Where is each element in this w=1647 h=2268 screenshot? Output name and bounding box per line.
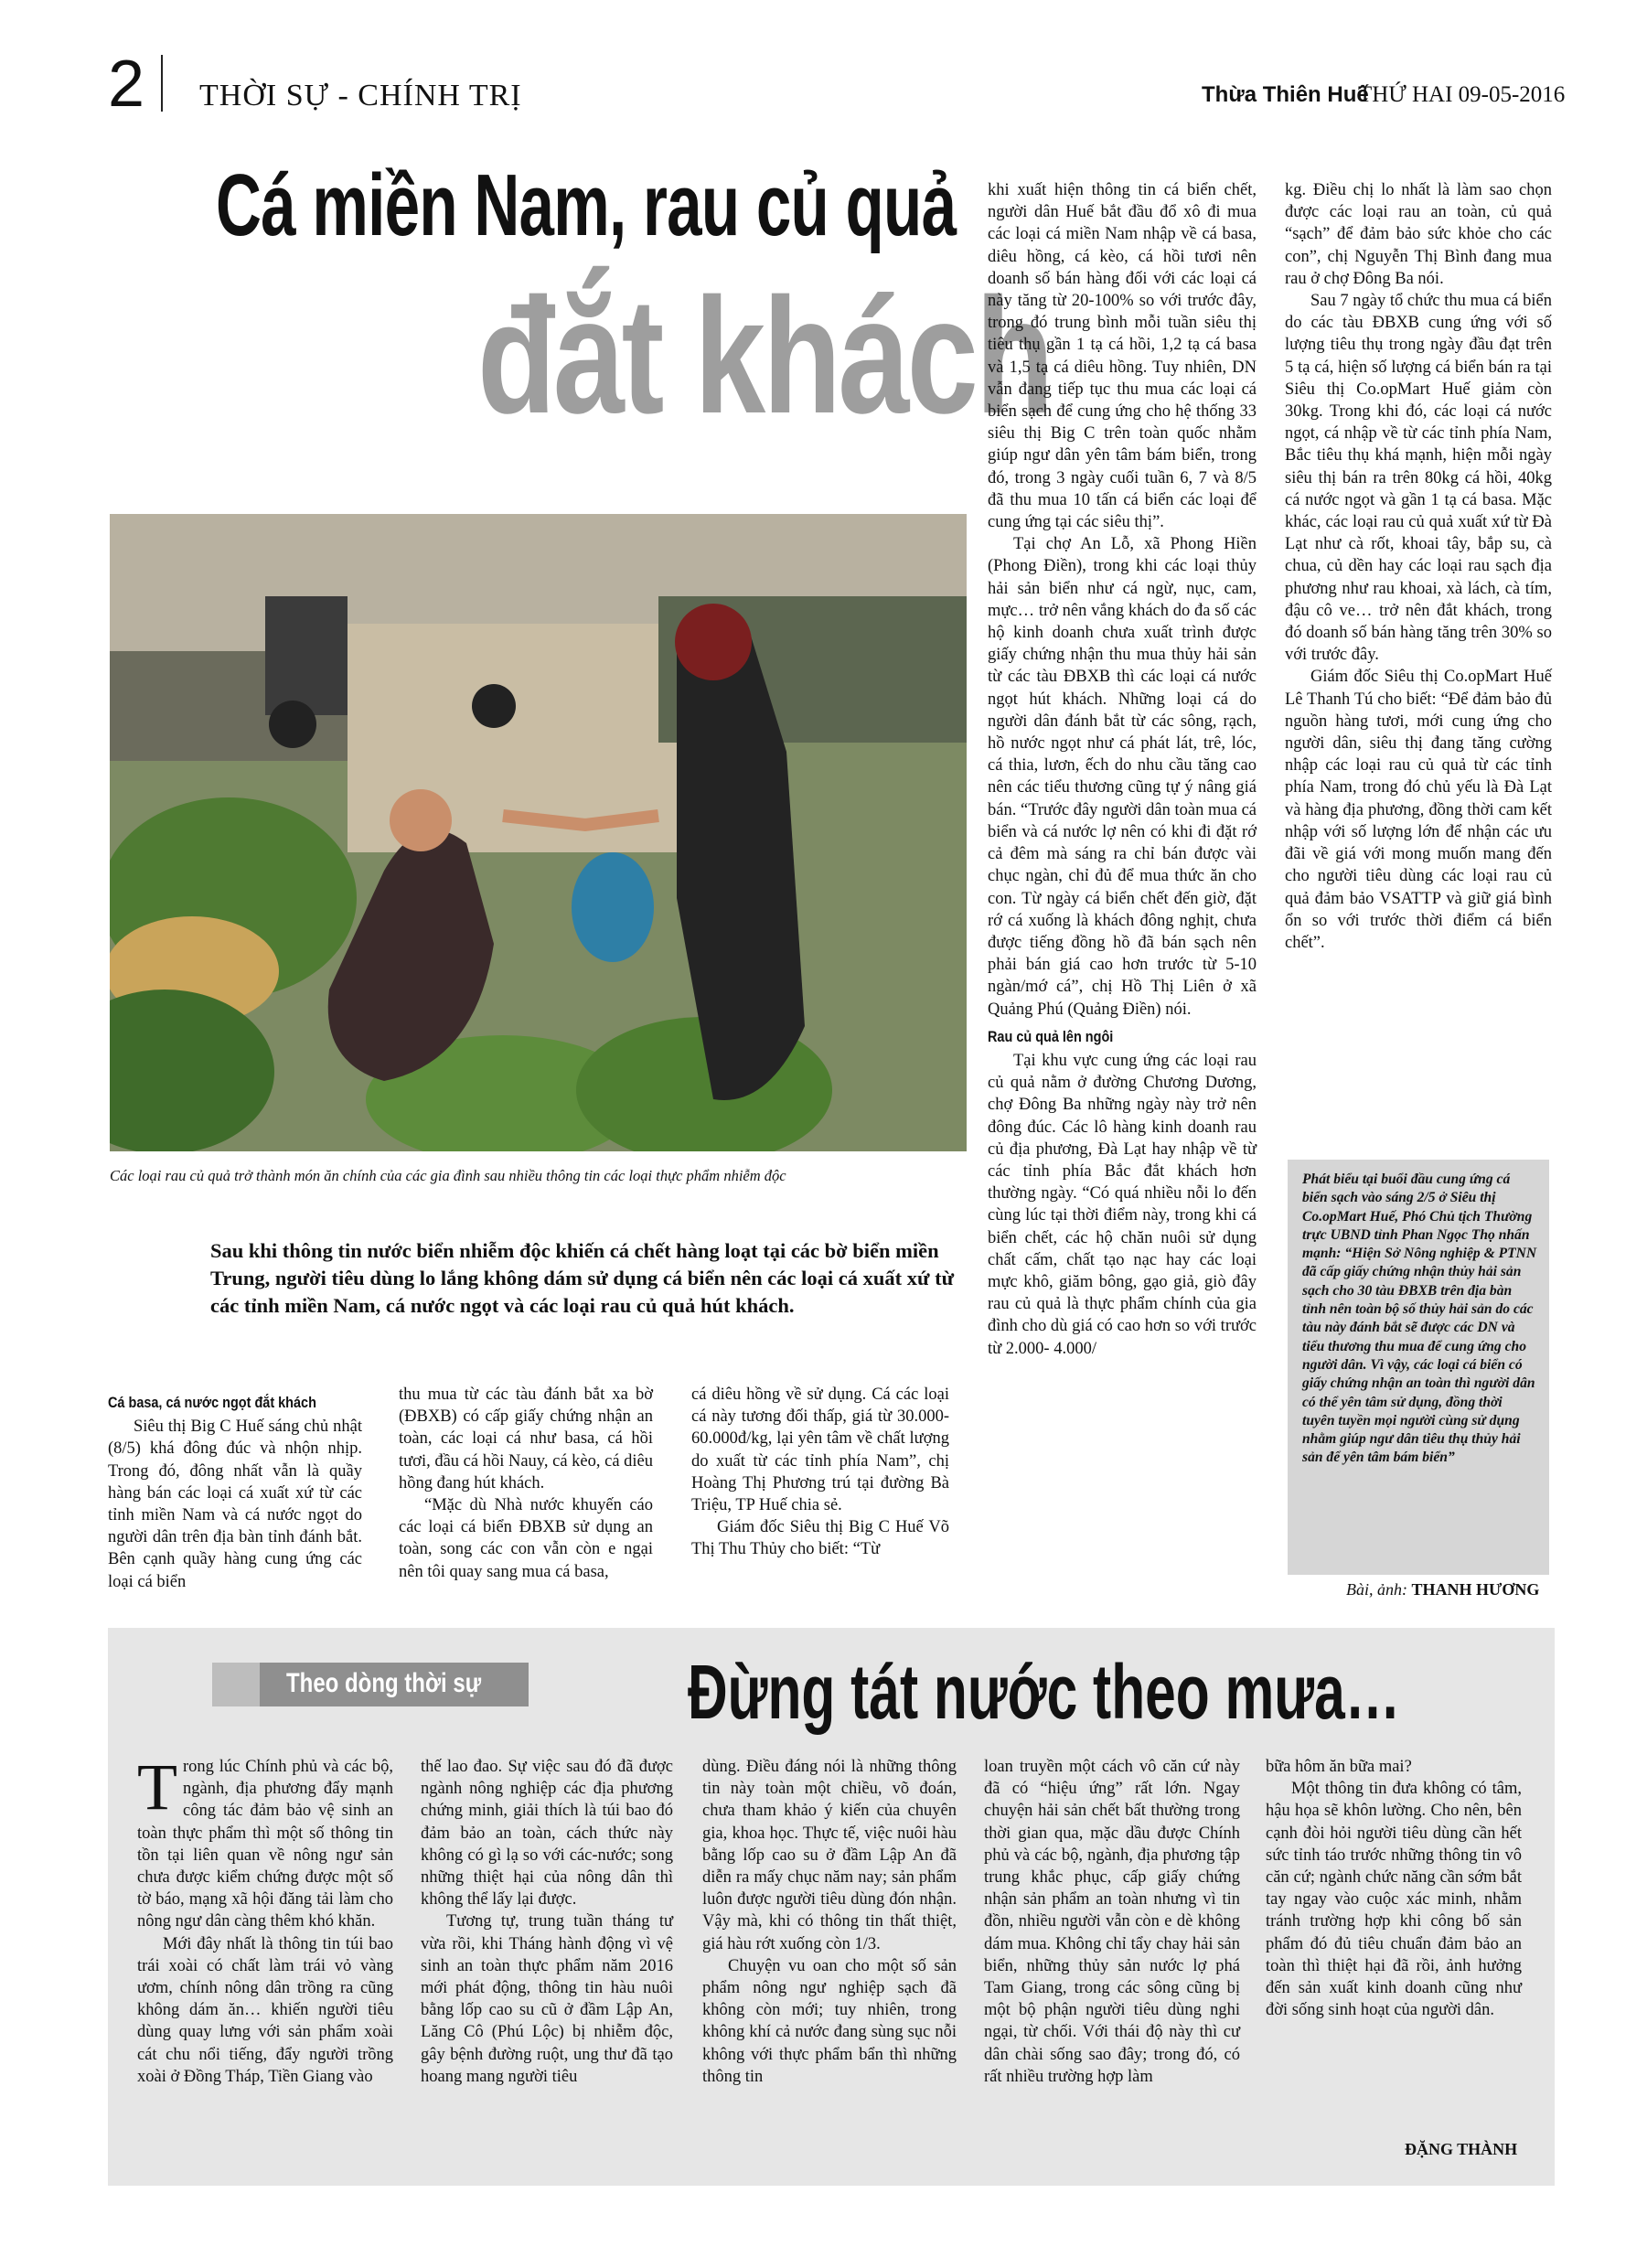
paragraph: Tương tự, trung tuần tháng tư vừa rồi, khi Tháng hành động vì vệ sinh an toàn thực phẩm năm 2016 mới phát động, thông tin hàu nuôi bằng lốp cao su cũ ở đầm Lập An, Lăng Cô (Phú Lộc) bị nhiễm độc, gây bệnh đường ruột, ung thư đã tạo hoang mang người tiêu xyxy=(421,1912,673,2086)
paragraph: Giám đốc Siêu thị Big C Huế Võ Thị Thu Thủy cho biết: “Từ xyxy=(691,1518,949,1559)
opinion-tag: Theo dòng thời sự xyxy=(286,1668,482,1698)
market-photo-illustration xyxy=(110,514,967,1151)
article-title-line2: đắt khách xyxy=(477,264,1052,448)
paragraph: Tại khu vực cung ứng các loại rau củ quả nằm ở đường Chương Dương, chợ Đông Ba những ngày này trở nên đông đúc. Các lô hàng kinh doanh rau củ địa phương, Đà Lạt hay nhập về từ các tỉnh phía Bắc đắt khách hơn thường ngày. “Có quá nhiều nỗi lo đến cùng lúc tại thời điểm này, trong khi cá biển chết, các hộ chăn nuôi sử dụng chất cấm, chất tạo nạc hay các loại mực khô, giăm bông, gạo giả, giò đây rau củ quả là thực phẩm chính của gia đình cho dù giá có cao hơn so với trước từ 2.000- 4.000/ xyxy=(988,1051,1257,1358)
article-lede: Sau khi thông tin nước biển nhiễm độc khiến cá chết hàng loạt tại các bờ biển miền Trung, người tiêu dùng lo lắng không dám sử dụng cá biển nên các loại cá xuất xứ từ các tỉnh miền Nam, cá nước ngọt và các loại rau củ quả hút khách. xyxy=(210,1239,955,1317)
paragraph: dùng. Điều đáng nói là những thông tin này toàn một chiều, võ đoán, chưa tham khảo ý kiến của chuyên gia, khoa học. Thực tế, việc nuôi hàu bằng lốp cao su ở đầm Lập An đã diễn ra mấy chục năm nay; sản phẩm luôn được người tiêu dùng đón nhận. Vậy mà, khi có thông tin thất thiệt, giá hàu rớt xuống còn 1/3. xyxy=(702,1758,957,1953)
opinion-column-4 xyxy=(984,1756,1240,2088)
subhead-vegetables: Rau củ quả lên ngôi xyxy=(988,1027,1114,1045)
paragraph: Chuyện vu oan cho một số sản phẩm nông ngư nghiệp sạch đã không còn mới; tuy nhiên, trong không khí cả nước đang sùng sục nỗi không với thực phẩm bẩn thì những thông tin xyxy=(702,1956,957,2086)
byline-author: THANH HƯƠNG xyxy=(1411,1580,1540,1599)
opinion-column-3 xyxy=(702,1756,957,2088)
paragraph: Một thông tin đưa không có tâm, hậu họa sẽ khôn lường. Cho nên, bên cạnh đòi hỏi người tiêu dùng cần hết sức tỉnh táo trước những thông tin vô căn cứ; ngành chức năng cần sớm bắt tay ngay vào cuộc xác minh, nhằm tránh trường hợp khi công bố sản phẩm đó đủ tiêu chuẩn đảm bảo an toàn thì thiệt hại đã rồi, ảnh hưởng đến sản xuất kinh doanh cũng như đời sống sinh hoạt của người dân. xyxy=(1266,1780,1522,2020)
market-photo xyxy=(110,514,967,1151)
article-byline xyxy=(1346,1580,1539,1599)
opinion-column-5 xyxy=(1266,1756,1522,2021)
header-divider xyxy=(161,55,163,112)
article-column-2 xyxy=(399,1384,653,1583)
section-name: THỜI SỰ - CHÍNH TRỊ xyxy=(199,79,522,112)
paragraph: “Mặc dù Nhà nước khuyến cáo các loại cá biển ĐBXB sử dụng an toàn, song các con vẫn còn e ngại nên tôi quay sang mua cá basa, xyxy=(399,1496,653,1581)
paragraph: Tại chợ An Lỗ, xã Phong Hiền (Phong Điền), trong khi các loại thủy hải sản biển như cá ngừ, nục, cam, mực… trở nên vắng khách do đa số các hộ kinh doanh chưa xuất trình được giấy chứng nhận thu mua thủy hải sản từ các tàu ĐBXB thì các loại cá nước ngọt hút khách. Những loại cá do người dân đánh bắt từ các sông, rạch, hồ nước ngọt như cá phát lát, trê, lóc, cá thia, lươn, ếch do nhu cầu tăng cao nên các tiểu thương cũng tự ý nâng giá bán. “Trước đây người dân toàn mua cá biển và cá nước lợ nên có khi đi đặt rớ cả đêm mà sáng ra chỉ bán được vài chục ngàn, chỉ đủ để mua thức ăn cho con. Từ ngày cá biển chết đến giờ, đặt rớ cá xuống là khách đông nghịt, chưa được tiếng đồng hồ đã bán sạch nên phải bán giá cao hơn trước từ 5-10 ngàn/mớ cá”, chị Hồ Thị Liên ở xã Quảng Phú (Quảng Điền) nói. xyxy=(988,535,1257,1019)
paragraph xyxy=(137,1750,393,1933)
paragraph: thế lao đao. Sự việc sau đó đã được ngành nông nghiệp các địa phương chứng minh, giải thích là túi bao đó đảm bảo an toàn, cách thức này không có gì lạ so với các-nước; song những thiệt hại của nông dân thì không thể lấy lại được. xyxy=(421,1758,673,1910)
page-number: 2 xyxy=(108,48,145,121)
paragraph: cá diêu hồng về sử dụng. Cá các loại cá này tương đối thấp, giá từ 30.000-60.000đ/kg, lại yên tâm về chất lượng do xuất từ các tỉnh phía Nam”, chị Hoàng Thị Phương trú tại đường Bà Triệu, TP Huế chia sẻ. xyxy=(691,1385,949,1515)
article-column-3 xyxy=(691,1384,949,1561)
opinion-column-2 xyxy=(421,1756,673,2088)
paragraph: loan truyền một cách vô căn cứ này đã có “hiệu ứng” rất lớn. Ngay chuyện hải sản chết bất thường trong thời gian qua, mặc dầu được Chính phủ và các bộ, ngành, địa phương tập trung khắc phục, cấp giấy chứng nhận sản phẩm an toàn nhưng vì tin đồn, nhiều người vẫn còn e dè không dám mua. Không chỉ tẩy chay hải sản biển, những thủy sản nước lợ phá Tam Giang, trong các sông cũng bị một bộ phận người tiêu dùng nghi ngại, từ chối. Với thái độ này thì cư dân chài sống sao đây; trong đó, có rất nhiều trường hợp làm xyxy=(984,1758,1240,2086)
paragraph: Mới đây nhất là thông tin túi bao trái xoài có chất làm trái vỏ vàng ươm, chính nông dân trồng ra cũng không dám ăn… khiến người tiêu dùng quay lưng với sản phẩm xoài cát chu nổi tiếng, đẩy người trồng xoài ở Đồng Tháp, Tiền Giang vào xyxy=(137,1934,393,2086)
subhead-fish: Cá basa, cá nước ngọt đắt khách xyxy=(108,1394,316,1411)
opinion-byline: ĐẶNG THÀNH xyxy=(1405,2140,1518,2158)
article-column-4 xyxy=(988,179,1257,1360)
issue-date: THỨ HAI 09-05-2016 xyxy=(1358,82,1566,107)
paragraph: thu mua từ các tàu đánh bắt xa bờ (ĐBXB) có cấp giấy chứng nhận an toàn, các loại cá như basa, cá hồi tươi, đầu cá hồi Nauy, cá kèo, cá diêu hồng đang hút khách. xyxy=(399,1385,654,1492)
paragraph: Giám đốc Siêu thị Co.opMart Huế Lê Thanh Tú cho biết: “Để đảm bảo đủ nguồn hàng tươi, mới cung ứng cho người dân, siêu thị đang tăng cường nhập các loại rau củ quả từ các tỉnh phía Nam, trong đó chủ yếu là Đà Lạt và hàng địa phương, đồng thời cam kết nhập với số lượng lớn để nhận các ưu đãi về giá với mong muốn mang đến cho người tiêu dùng các loại rau củ quả đảm bảo VSATTP và giữ giá bình ổn so với trước thời điểm cá biển chết”. xyxy=(1285,668,1552,952)
newspaper-name: Thừa Thiên Huế xyxy=(1202,82,1369,107)
paragraph-text: rong lúc Chính phủ và các bộ, ngành, địa phương đẩy mạnh công tác đảm bảo vệ sinh an toàn thực phẩm thì một số thông tin tồn tại liên quan về nông ngư sản chưa được kiểm chứng được một số tờ báo, mạng xã hội đăng tải làm cho nông ngư dân càng thêm khó khăn. xyxy=(137,1758,393,1931)
paragraph: kg. Điều chị lo nhất là làm sao chọn được các loại rau an toàn, củ quả “sạch” để đảm bảo sức khỏe cho các con”, chị Nguyễn Thị Bình đang mua rau ở chợ Đông Ba nói. xyxy=(1285,181,1552,288)
opinion-title: Đừng tát nước theo mưa… xyxy=(688,1649,1401,1735)
paragraph: khi xuất hiện thông tin cá biển chết, người dân Huế bắt đầu đổ xô đi mua các loại cá miền Nam nhập về cá basa, diêu hồng, cá kèo, cá hồi tươi nên doanh số bán hàng đối với các loại cá này tăng từ 20-100% so với trước đây, trong đó trung bình mỗi tuần siêu thị tiêu thụ gần 1 tạ cá hồi, 1,2 tạ cá basa và 1,5 tạ cá diêu hồng. Tuy nhiên, DN vẫn đang tiếp tục thu mua các loại cá biển sạch để cung ứng cho hệ thống 33 siêu thị Big C trên toàn quốc nhằm giúp ngư dân yên tâm bám biển, trong đó, trong 3 ngày cuối tuần 6, 7 và 8/5 đã thu mua 10 tấn cá biển các loại để cung ứng tại các siêu thị”. xyxy=(988,181,1257,532)
byline-label: Bài, ảnh: xyxy=(1346,1580,1407,1599)
paragraph: Siêu thị Big C Huế sáng chủ nhật (8/5) khá đông đúc và nhộn nhịp. Trong đó, đông nhất vẫn là quầy hàng bán các loại cá xuất xứ từ các tỉnh miền Nam và cá nước ngọt do người dân trên địa bàn tỉnh đánh bắt. Bên cạnh quầy hàng cung ứng các loại cá biển xyxy=(108,1418,362,1591)
photo-caption: Các loại rau củ quả trở thành món ăn chính của các gia đình sau nhiều thông tin các loại thực phẩm nhiễm độc xyxy=(110,1167,786,1184)
opinion-tag-accent xyxy=(212,1663,260,1706)
paragraph: bữa hôm ăn bữa mai? xyxy=(1266,1758,1412,1776)
article-column-1 xyxy=(108,1392,362,1593)
opinion-column-1 xyxy=(137,1750,393,2088)
quote-sidebox-text: Phát biểu tại buổi đầu cung ứng cá biển sạch vào sáng 2/5 ở Siêu thị Co.opMart Huế, Phó Chủ tịch Thường trực UBND tỉnh Phan Ngọc Thọ nhấn mạnh: “Hiện Sở Nông nghiệp & PTNN đã cấp giấy chứng nhận thủy hải sản sạch cho 30 tàu ĐBXB trên địa bàn tỉnh nên toàn bộ số thủy hải sản do các tàu này đánh bắt sẽ được các DN và tiểu thương thu mua để cung ứng cho người dân. Vì vậy, các loại cá biển có giấy chứng nhận an toàn thì người dân có thể yên tâm sử dụng, đồng thời tuyên tuyền mọi người cùng sử dụng nhằm giúp ngư dân tiêu thụ thủy hải sản để yên tâm bám biển” xyxy=(1302,1171,1537,1466)
article-title-line1: Cá miền Nam, rau củ quả xyxy=(216,156,957,254)
article-column-5 xyxy=(1285,179,1552,954)
dropcap: T xyxy=(137,1750,177,1824)
paragraph: Sau 7 ngày tổ chức thu mua cá biển do các tàu ĐBXB cung ứng với số lượng tiêu thụ trong ngày đầu đạt trên 5 tạ cá, hiện số lượng cá biển bán ra tại Siêu thị Co.opMart Huế giảm còn 30kg. Trong khi đó, các loại cá nước ngọt, cá nhập về từ các tỉnh phía Nam, Bắc tiêu thụ khá mạnh, hiện mỗi ngày siêu thị bán ra trên 80kg cá hồi, 40kg cá nước ngọt và gần 1 tạ cá basa. Mặc khác, các loại rau củ quả xuất xứ từ Đà Lạt như cà rốt, khoai tây, bắp su, cà chua, củ dền hay các loại rau sạch địa phương như rau khoai, xà lách, cà tím, đậu cô ve… trở nên đắt khách, trong đó doanh số bán hàng tăng trên 30% so với trước đây. xyxy=(1285,292,1552,665)
